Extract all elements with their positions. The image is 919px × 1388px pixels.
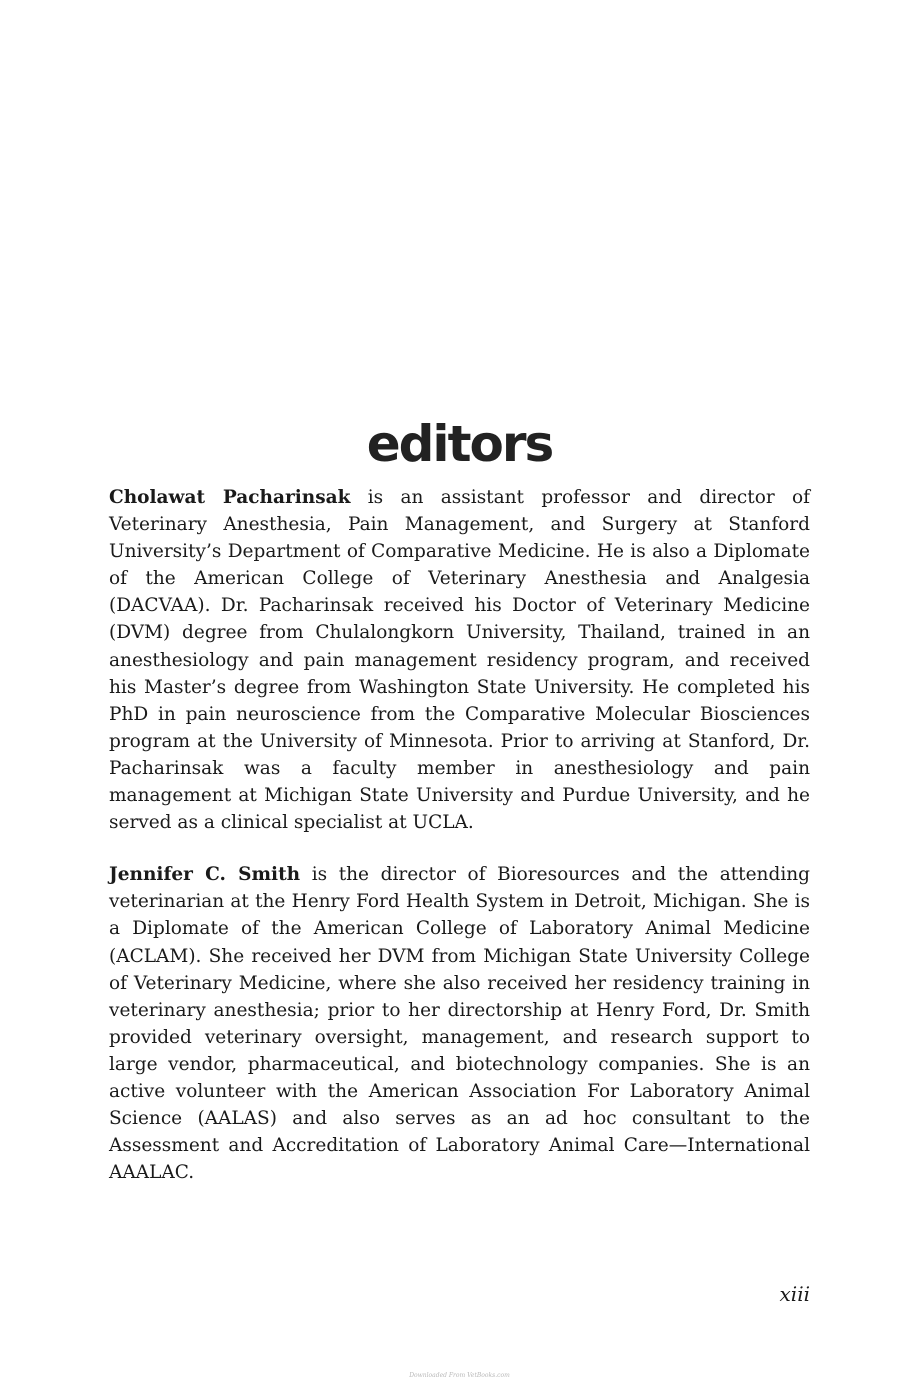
footer-watermark: Downloaded From VetBooks.com [409,1372,510,1379]
editor-name: Jennifer C. Smith [109,864,301,886]
editor-bio-text: is the director of Bioresources and the attending veterinarian at the Henry Ford Health System in Detroit, Michigan. She is a Diplomate of the American College of Laboratory Animal Medicine (ACLAM). She received her DVM from Michigan State University College of Veterinary Medicine, where she also received her residency training in veterinary anesthesia; prior to her directorship at Henry Ford, Dr. Smith provided veterinary oversight, management, and research support to large vendor, pharmaceutical, and biotechnology companies. She is an active volunteer with the American Association For Laboratory Animal Science (AALAS) and also serves as an ad hoc consultant to the Assessment and Accreditation of Laboratory Animal Care—International AAALAC. [109,864,810,1184]
editor-bio-text: is an assistant professor and director of Veterinary Anesthesia, Pain Management, and Surgery at Stanford University’s Department of Comparative Medicine. He is also a Diplomate of the American College of Veterinary Anesthesia and Analgesia (DACVAA). Dr. Pacharinsak received his Doctor of Veterinary Medicine (DVM) degree from Chulalongkorn University, Thailand, trained in an anesthesiology and pain management residency program, and received his Master’s degree from Washington State University. He completed his PhD in pain neuroscience from the Comparative Molecular Biosciences program at the University of Minnesota. Prior to arriving at Stanford, Dr. Pacharinsak was a faculty member in anesthesiology and pain management at Michigan State University and Purdue University, and he served as a clinical specialist at UCLA. [109,487,810,834]
page-heading: editors [366,414,553,473]
editor-name: Cholawat Pacharinsak [109,487,351,508]
editor-bio-pacharinsak [109,484,810,836]
editor-bio-smith [109,861,810,1186]
editors-section [109,484,810,1186]
page-number: xiii [779,1282,810,1306]
